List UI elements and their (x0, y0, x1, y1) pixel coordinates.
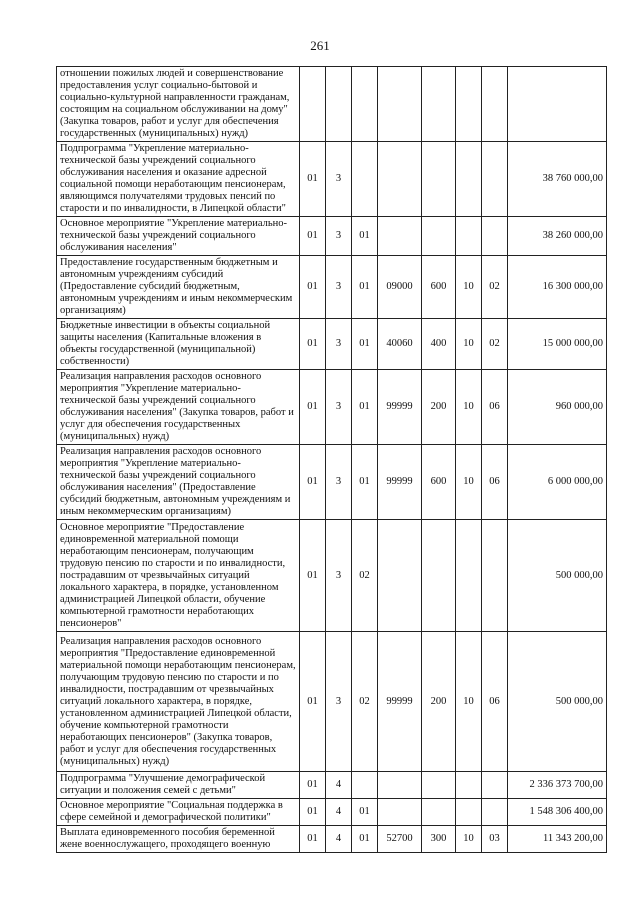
table-row (57, 319, 607, 370)
code-expense-type: 300 (422, 826, 456, 853)
table-row (57, 67, 607, 142)
code-expense-type (422, 67, 456, 142)
code-subprogram: 3 (326, 319, 352, 370)
row-name: Бюджетные инвестиции в объекты социальной защиты населения (Капитальные вложения в объекты государственной (муниципальной) собственности) (57, 319, 300, 370)
code-direction: 99999 (378, 445, 422, 520)
code-program: 01 (300, 142, 326, 217)
code-expense-type (422, 142, 456, 217)
row-amount: 38 760 000,00 (508, 142, 607, 217)
code-subsection: 03 (482, 826, 508, 853)
table-row (57, 217, 607, 256)
code-section: 10 (456, 632, 482, 772)
code-section (456, 520, 482, 632)
code-subprogram: 3 (326, 217, 352, 256)
code-subsection: 02 (482, 319, 508, 370)
code-direction: 09000 (378, 256, 422, 319)
row-name: отношении пожилых людей и совершенствование предоставления услуг социально-бытовой и социально-культурной направленности гражданам, состоящим на социальном обслуживании на дому" (Закупка товаров, работ и услуг для обеспечения государственных (муниципальных) нужд) (57, 67, 300, 142)
code-subprogram (326, 67, 352, 142)
code-section (456, 799, 482, 826)
code-activity: 01 (352, 256, 378, 319)
row-name: Подпрограмма "Укрепление материально-технической базы учреждений социального обслуживания населения и оказание адресной социальной помощи неработающим пенсионерам, являющимся получателями трудовых пенсий по старости и по инвалидности, в Липецкой области" (57, 142, 300, 217)
row-name: Основное мероприятие "Предоставление единовременной материальной помощи неработающим пенсионерам, получающим трудовую пенсию по старости и по инвалидности, пострадавшим от чрезвычайных ситуаций локального характера, в порядке, установленном администрацией Липецкой области, обучение компьютерной грамотности неработающих пенсионеров" (57, 520, 300, 632)
row-name: Основное мероприятие "Социальная поддержка в сфере семейной и демографической политики" (57, 799, 300, 826)
code-program: 01 (300, 632, 326, 772)
row-amount: 16 300 000,00 (508, 256, 607, 319)
code-expense-type: 400 (422, 319, 456, 370)
code-activity (352, 772, 378, 799)
code-section: 10 (456, 445, 482, 520)
code-subprogram: 3 (326, 520, 352, 632)
code-subsection (482, 67, 508, 142)
code-expense-type (422, 520, 456, 632)
code-expense-type: 600 (422, 256, 456, 319)
row-amount: 500 000,00 (508, 632, 607, 772)
code-section: 10 (456, 826, 482, 853)
row-name: Подпрограмма "Улучшение демографической ситуации и положения семей с детьми" (57, 772, 300, 799)
code-program: 01 (300, 799, 326, 826)
code-activity: 01 (352, 370, 378, 445)
code-program: 01 (300, 826, 326, 853)
code-direction (378, 520, 422, 632)
row-name: Реализация направления расходов основного мероприятия "Укрепление материально-технической базы учреждений социального обслуживания населения" (Предоставление субсидий бюджетным, автономным учреждениям и иным некоммерческим организациям) (57, 445, 300, 520)
code-activity: 01 (352, 445, 378, 520)
row-name: Реализация направления расходов основного мероприятия "Укрепление материально-технической базы учреждений социального обслуживания населения" (Закупка товаров, работ и услуг для обеспечения государственных (муниципальных) нужд) (57, 370, 300, 445)
code-subsection (482, 142, 508, 217)
code-program: 01 (300, 445, 326, 520)
code-expense-type: 600 (422, 445, 456, 520)
row-amount: 500 000,00 (508, 520, 607, 632)
row-amount: 960 000,00 (508, 370, 607, 445)
code-direction: 99999 (378, 632, 422, 772)
row-amount: 6 000 000,00 (508, 445, 607, 520)
table-row (57, 370, 607, 445)
code-expense-type: 200 (422, 632, 456, 772)
table-row (57, 772, 607, 799)
row-name: Реализация направления расходов основного мероприятия "Предоставление единовременной материальной помощи неработающим пенсионерам, получающим трудовую пенсию по старости и по инвалидности, пострадавшим от чрезвычайных ситуаций локального характера, в порядке, установленном администрацией Липецкой области, обучение компьютерной грамотности неработающих пенсионеров" (Закупка товаров, работ и услуг для обеспечения государственных (муниципальных) нужд) (57, 632, 300, 772)
row-name: Основное мероприятие "Укрепление материально-технической базы учреждений социального обслуживания населения" (57, 217, 300, 256)
budget-table (56, 66, 607, 853)
table-row (57, 142, 607, 217)
code-direction (378, 799, 422, 826)
code-subprogram: 3 (326, 370, 352, 445)
code-subsection (482, 217, 508, 256)
code-direction (378, 142, 422, 217)
code-expense-type (422, 799, 456, 826)
row-name: Предоставление государственным бюджетным и автономным учреждениям субсидий (Предоставление субсидий бюджетным, автономным учреждениям и иным некоммерческим организациям) (57, 256, 300, 319)
code-program: 01 (300, 370, 326, 445)
row-amount: 38 260 000,00 (508, 217, 607, 256)
code-section: 10 (456, 319, 482, 370)
code-program: 01 (300, 772, 326, 799)
code-section: 10 (456, 256, 482, 319)
code-subsection (482, 520, 508, 632)
row-amount: 2 336 373 700,00 (508, 772, 607, 799)
code-section: 10 (456, 370, 482, 445)
row-name: Выплата единовременного пособия беременной жене военнослужащего, проходящего военную (57, 826, 300, 853)
code-subprogram: 3 (326, 256, 352, 319)
code-activity (352, 142, 378, 217)
budget-table-body (57, 67, 607, 853)
code-direction: 99999 (378, 370, 422, 445)
code-activity: 01 (352, 826, 378, 853)
code-activity: 02 (352, 520, 378, 632)
table-row (57, 445, 607, 520)
code-expense-type (422, 217, 456, 256)
code-direction (378, 67, 422, 142)
code-activity: 01 (352, 217, 378, 256)
code-direction: 52700 (378, 826, 422, 853)
code-subprogram: 4 (326, 799, 352, 826)
code-expense-type (422, 772, 456, 799)
code-program: 01 (300, 520, 326, 632)
code-activity (352, 67, 378, 142)
code-section (456, 67, 482, 142)
code-subsection: 06 (482, 632, 508, 772)
code-subprogram: 4 (326, 826, 352, 853)
code-subsection: 06 (482, 445, 508, 520)
code-subprogram: 3 (326, 445, 352, 520)
code-subprogram: 4 (326, 772, 352, 799)
code-subsection (482, 772, 508, 799)
row-amount: 1 548 306 400,00 (508, 799, 607, 826)
code-direction: 40060 (378, 319, 422, 370)
code-section (456, 772, 482, 799)
code-program: 01 (300, 256, 326, 319)
row-amount (508, 67, 607, 142)
table-row (57, 256, 607, 319)
code-subsection: 06 (482, 370, 508, 445)
row-amount: 15 000 000,00 (508, 319, 607, 370)
code-subprogram: 3 (326, 142, 352, 217)
code-section (456, 217, 482, 256)
code-subsection (482, 799, 508, 826)
code-activity: 01 (352, 799, 378, 826)
row-amount: 11 343 200,00 (508, 826, 607, 853)
code-program (300, 67, 326, 142)
code-subsection: 02 (482, 256, 508, 319)
table-row (57, 520, 607, 632)
table-row (57, 799, 607, 826)
code-activity: 01 (352, 319, 378, 370)
table-row (57, 826, 607, 853)
code-section (456, 142, 482, 217)
code-subprogram: 3 (326, 632, 352, 772)
code-activity: 02 (352, 632, 378, 772)
code-program: 01 (300, 319, 326, 370)
code-direction (378, 772, 422, 799)
code-expense-type: 200 (422, 370, 456, 445)
page-number: 261 (310, 38, 330, 53)
table-row (57, 632, 607, 772)
code-direction (378, 217, 422, 256)
code-program: 01 (300, 217, 326, 256)
